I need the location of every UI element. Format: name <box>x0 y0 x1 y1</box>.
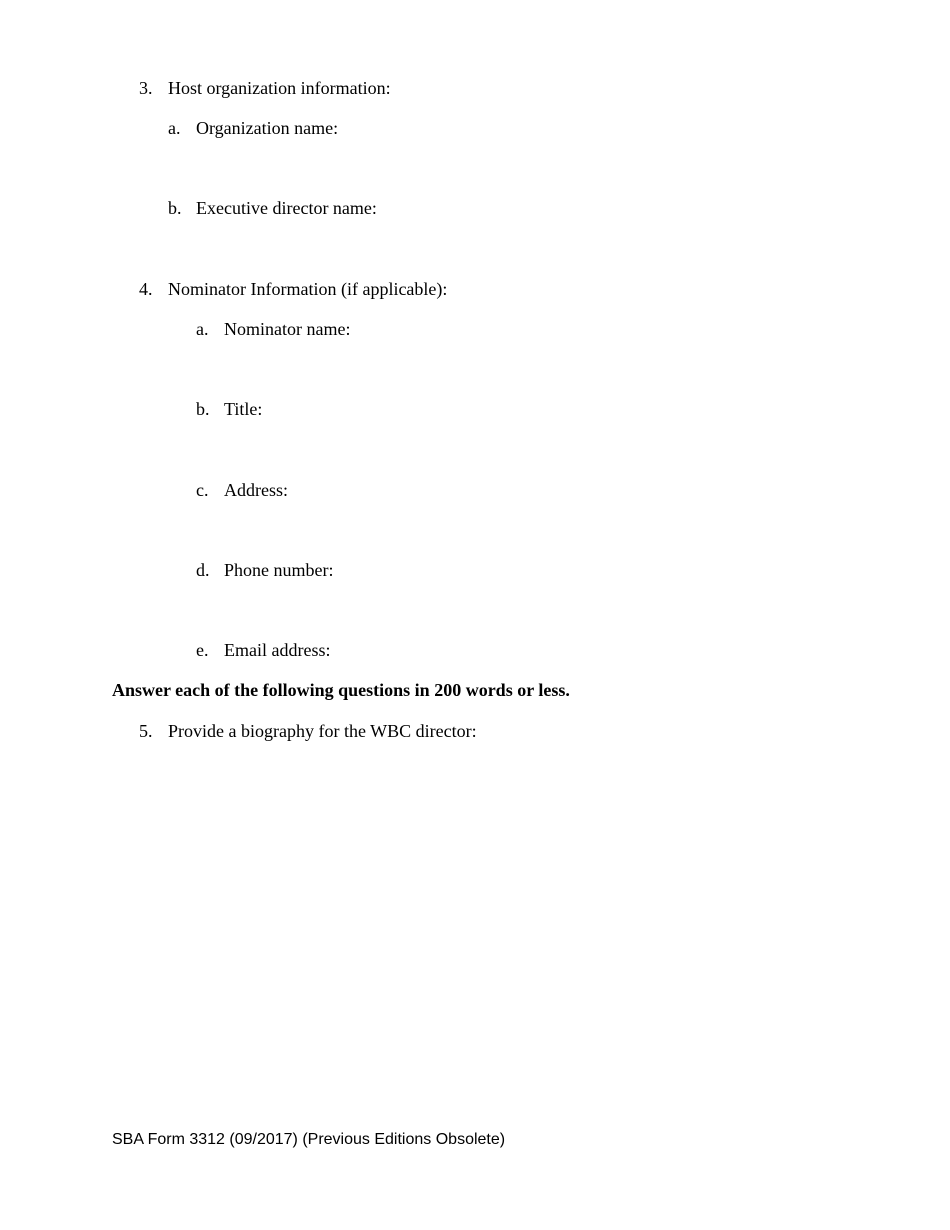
question-text: Title: <box>224 399 263 419</box>
instruction-text: Answer each of the following questions in 200 words or less. <box>112 680 570 700</box>
question-4e <box>196 639 331 661</box>
question-text: Nominator Information (if applicable): <box>168 279 448 299</box>
question-text: Provide a biography for the WBC director: <box>168 721 477 741</box>
list-marker: c. <box>196 480 209 500</box>
question-4a <box>196 318 351 340</box>
question-4b <box>196 398 263 420</box>
question-4 <box>139 278 448 300</box>
question-text: Executive director name: <box>196 198 377 218</box>
question-3b <box>168 197 377 219</box>
list-marker: 5. <box>139 721 153 741</box>
page-footer: SBA Form 3312 (09/2017) (Previous Editions Obsolete) <box>112 1131 506 1148</box>
question-3a <box>168 117 339 139</box>
question-text: Host organization information: <box>168 78 391 98</box>
question-4d <box>196 559 334 581</box>
question-text: Email address: <box>224 640 331 660</box>
question-5 <box>139 720 477 742</box>
list-marker: a. <box>168 118 181 138</box>
question-text: Organization name: <box>196 118 339 138</box>
question-text: Address: <box>224 480 288 500</box>
question-3 <box>139 77 391 99</box>
question-text: Nominator name: <box>224 319 351 339</box>
list-marker: b. <box>196 399 210 419</box>
list-marker: d. <box>196 560 210 580</box>
list-marker: 4. <box>139 279 153 299</box>
question-4c <box>196 479 288 501</box>
list-marker: 3. <box>139 78 153 98</box>
list-marker: e. <box>196 640 209 660</box>
list-marker: b. <box>168 198 182 218</box>
question-text: Phone number: <box>224 560 334 580</box>
list-marker: a. <box>196 319 209 339</box>
